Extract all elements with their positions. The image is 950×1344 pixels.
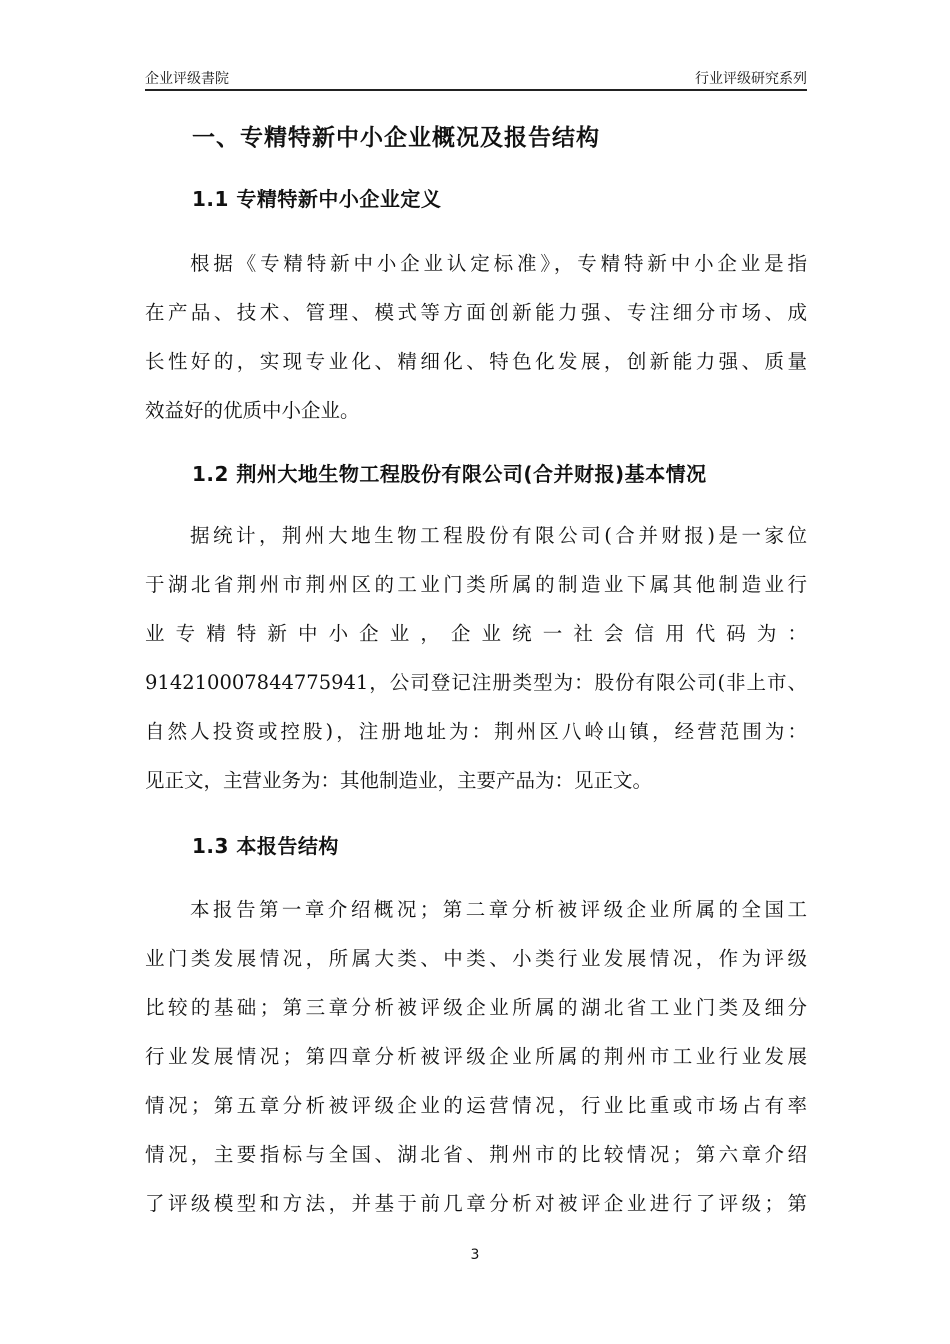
section-paragraph-1-3 (145, 885, 807, 1228)
header-series: 行业评级研究系列 (695, 71, 807, 87)
page-header (145, 68, 807, 90)
paragraph-line: 于湖北省荆州市荆州区的工业门类所属的制造业下属其他制造业行 (145, 573, 807, 596)
paragraph-line: 行业发展情况；第四章分析被评级企业所属的荆州市工业行业发展 (145, 1045, 807, 1068)
paragraph-line: 914210007844775941，公司登记注册类型为：股份有限公司(非上市、 (145, 671, 807, 694)
section-paragraph-1-2 (145, 511, 807, 805)
paragraph-line: 自然人投资或控股)，注册地址为：荆州区八岭山镇，经营范围为： (145, 720, 807, 743)
header-divider (145, 89, 807, 91)
paragraph-line: 长性好的，实现专业化、精细化、特色化发展，创新能力强、质量 (145, 350, 807, 373)
section-paragraph-1-1 (145, 239, 807, 435)
paragraph-line: 业门类发展情况，所属大类、中类、小类行业发展情况，作为评级 (145, 947, 807, 970)
header-publisher: 企业评级書院 (145, 71, 229, 87)
paragraph-line: 效益好的优质中小企业。 (145, 399, 360, 422)
paragraph-line: 比较的基础；第三章分析被评级企业所属的湖北省工业门类及细分 (145, 996, 807, 1019)
paragraph-line: 在产品、技术、管理、模式等方面创新能力强、专注细分市场、成 (145, 301, 807, 324)
paragraph-line: 本报告第一章介绍概况；第二章分析被评级企业所属的全国工 (190, 898, 807, 921)
section-title-1-2: 1.2 荆州大地生物工程股份有限公司(合并财报)基本情况 (192, 462, 707, 486)
section-title-1-1: 1.1 专精特新中小企业定义 (192, 187, 442, 211)
paragraph-line: 情况，主要指标与全国、湖北省、荆州市的比较情况；第六章介绍 (145, 1143, 807, 1166)
paragraph-line: 见正文，主营业务为：其他制造业，主要产品为：见正文。 (145, 769, 653, 792)
paragraph-line: 根据《专精特新中小企业认定标准》，专精特新中小企业是指 (190, 252, 807, 275)
page-number: 3 (470, 1247, 480, 1263)
chapter-title: 一、专精特新中小企业概况及报告结构 (192, 125, 600, 151)
paragraph-line: 业专精特新中小企业，企业统一社会信用代码为： (145, 622, 807, 645)
paragraph-line: 据统计，荆州大地生物工程股份有限公司(合并财报)是一家位 (190, 524, 807, 547)
paragraph-line: 了评级模型和方法，并基于前几章分析对被评企业进行了评级；第 (145, 1192, 807, 1215)
section-title-1-3: 1.3 本报告结构 (192, 834, 339, 858)
paragraph-line: 情况；第五章分析被评级企业的运营情况，行业比重或市场占有率 (145, 1094, 807, 1117)
